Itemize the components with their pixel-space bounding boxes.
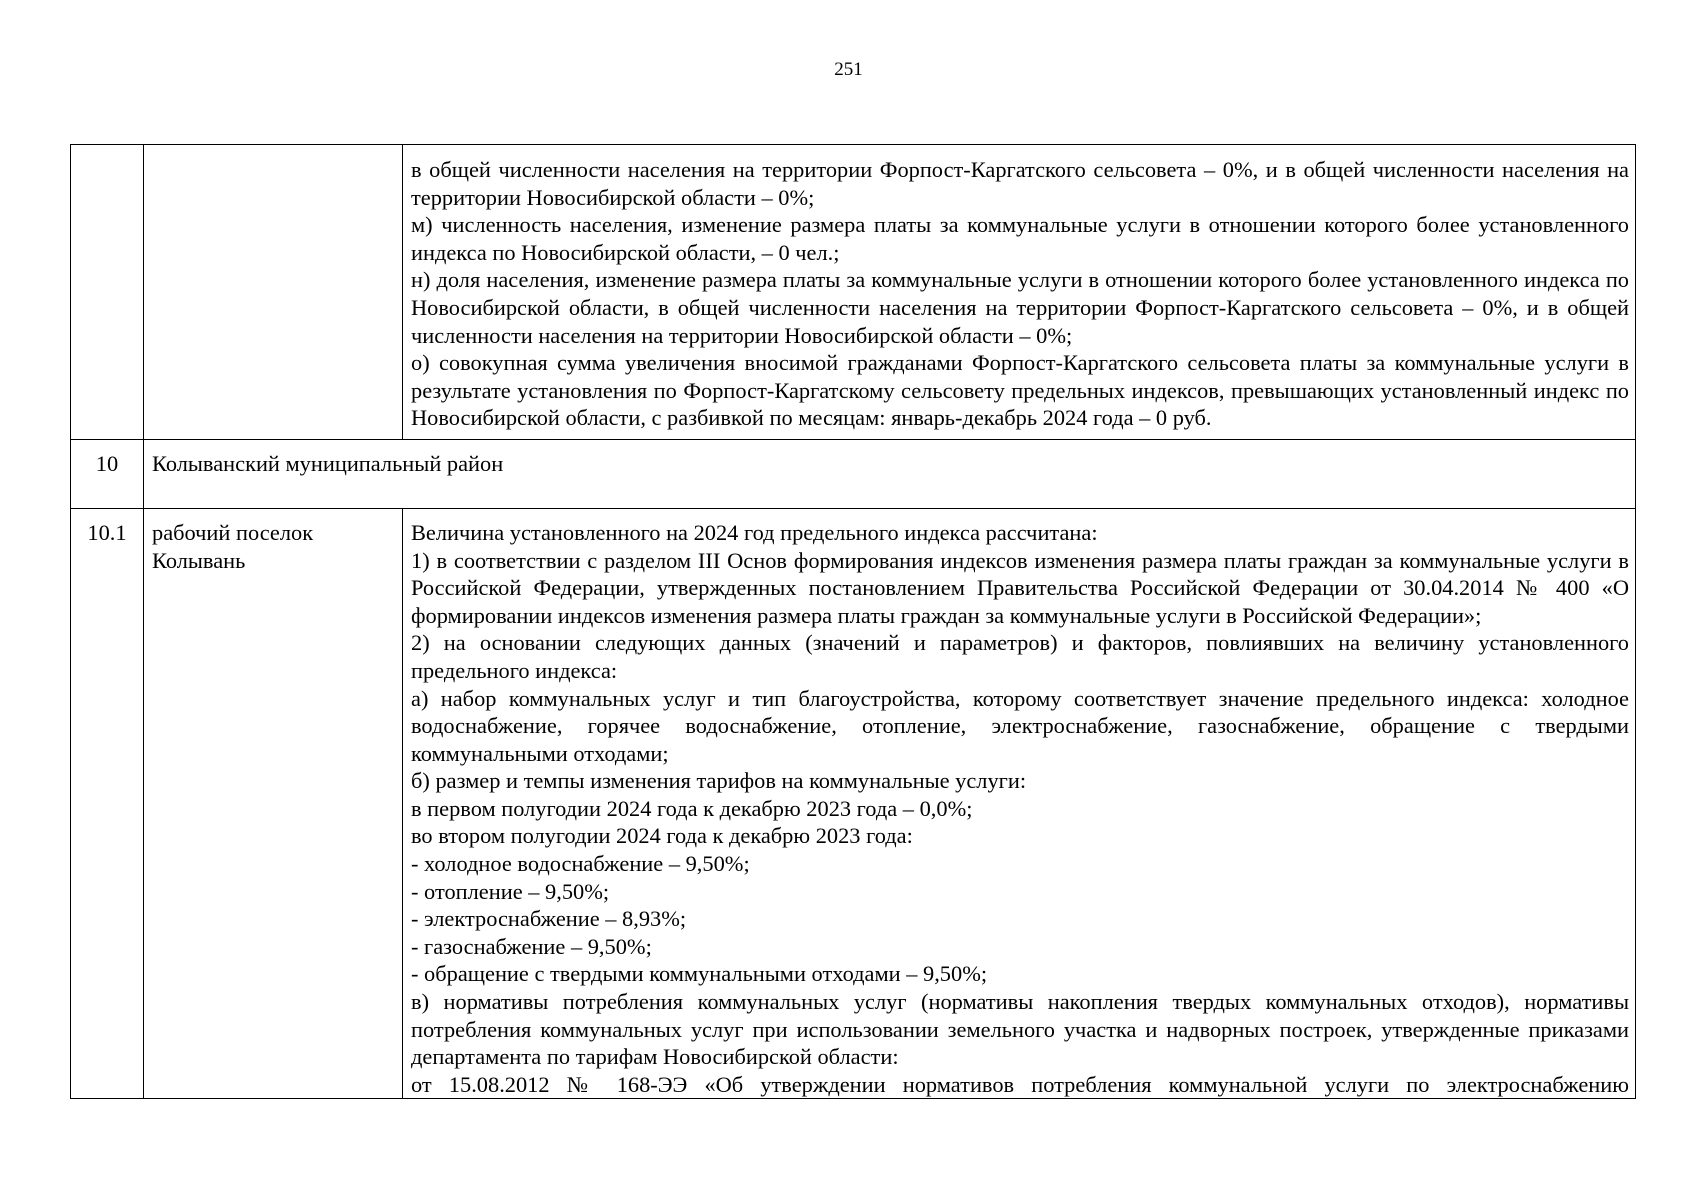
district-name-cell: Колыванский муниципальный район (144, 439, 1636, 508)
description-cell (403, 508, 1636, 1098)
paragraph: Величина установленного на 2024 год предельного индекса рассчитана: (411, 519, 1098, 545)
paragraph: - газоснабжение – 9,50%; (411, 933, 652, 959)
paragraph: н) доля населения, изменение размера платы за коммунальные услуги в отношении которого более установленного индекса по Новосибирской области, в общей численности населения на территории Форпост-Каргатского сельсовета – 0%, и в общей численности населения на территории Новосибирской области – 0%; (411, 267, 1629, 348)
row-number-cell: 10.1 (71, 508, 144, 1098)
table-row (71, 145, 1636, 440)
district-header-row (71, 439, 1636, 508)
table-row (71, 508, 1636, 1098)
paragraph: м) численность населения, изменение размера платы за коммунальные услуги в отношении которого более установленного индекса по Новосибирской области, – 0 чел.; (411, 212, 1629, 265)
paragraph: в первом полугодии 2024 года к декабрю 2023 года – 0,0%; (411, 795, 973, 821)
paragraph: 1) в соответствии с разделом III Основ формирования индексов изменения размера платы граждан за коммунальные услуги в Российской Федерации, утвержденных постановлением Правительства Российской Федерации от 30.04.2014 № 400 «О формировании индексов изменения размера платы граждан за коммунальные услуги в Российской Федерации»; (411, 547, 1629, 628)
row-number-cell (71, 145, 144, 440)
municipality-name-line: Колывань (152, 547, 246, 573)
page-number: 251 (834, 59, 863, 80)
paragraph: - отопление – 9,50%; (411, 878, 610, 904)
paragraph: - обращение с твердыми коммунальными отходами – 9,50%; (411, 961, 988, 987)
paragraph: - электроснабжение – 8,93%; (411, 906, 687, 932)
paragraph: о) совокупная сумма увеличения вносимой гражданами Форпост-Каргатского сельсовета платы за коммунальные услуги в результате установления по Форпост-Каргатскому сельсовету предельных индексов, превышающих установленный индекс по Новосибирской области, с разбивкой по месяцам: январь-декабрь 2024 года – 0 руб. (411, 350, 1629, 431)
municipality-name-line: рабочий поселок (152, 519, 314, 545)
municipality-name-cell (144, 145, 403, 440)
paragraph: от 15.08.2012 № 168-ЭЭ «Об утверждении нормативов потребления коммунальной услуги по электроснабжению (411, 1071, 1629, 1097)
paragraph: в) нормативы потребления коммунальных услуг (нормативы накопления твердых коммунальных отходов), нормативы потребления коммунальных услуг при использовании земельного участка и надворных построек, утвержденные приказами департамента по тарифам Новосибирской области: (411, 989, 1629, 1070)
paragraph: - холодное водоснабжение – 9,50%; (411, 851, 750, 877)
row-number-cell: 10 (71, 439, 144, 508)
paragraph: б) размер и темпы изменения тарифов на коммунальные услуги: (411, 768, 1027, 794)
paragraph: в общей численности населения на территории Форпост-Каргатского сельсовета – 0%, и в общей численности населения на территории Новосибирской области – 0%; (411, 157, 1629, 210)
municipality-name-cell (144, 508, 403, 1098)
paragraph: 2) на основании следующих данных (значений и параметров) и факторов, повлиявших на величину установленного предельного индекса: (411, 630, 1629, 683)
tariff-index-table (70, 144, 1636, 1099)
description-cell (403, 145, 1636, 440)
paragraph: а) набор коммунальных услуг и тип благоустройства, которому соответствует значение предельного индекса: холодное водоснабжение, горячее водоснабжение, отопление, электроснабжение, газоснабжение, обращение с твердыми коммунальными отходами; (411, 685, 1629, 766)
paragraph: во втором полугодии 2024 года к декабрю 2023 года: (411, 823, 913, 849)
